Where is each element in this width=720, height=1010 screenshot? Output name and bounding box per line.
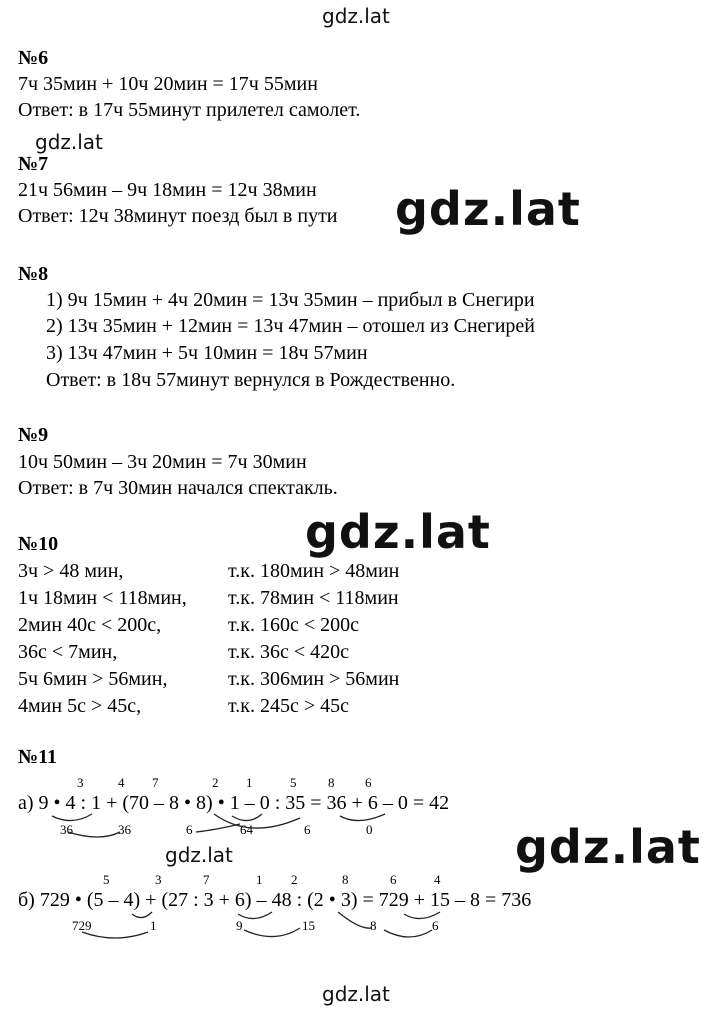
order-number: 8 [342, 872, 349, 887]
task9-answer: Ответ: в 7ч 30мин начался спектакль. [18, 477, 338, 499]
task11-number: №11 [18, 746, 57, 768]
order-number: 1 [246, 775, 253, 790]
intermediate-result: 0 [366, 822, 373, 837]
arc [340, 814, 385, 821]
intermediate-result: 6 [304, 822, 311, 837]
order-number: 4 [118, 775, 125, 790]
order-number: 8 [328, 775, 335, 790]
task6-equation: 7ч 35мин + 10ч 20мин = 17ч 55мин [18, 73, 318, 95]
task6-number: №6 [18, 47, 49, 69]
arc [214, 814, 300, 828]
task11-part-a-expression: а) 9 • 4 : 1 + (70 – 8 • 8) • 1 – 0 : 35 = 36 + 6 – 0 = 42 [18, 792, 450, 814]
watermark-small: gdz.lat [165, 843, 233, 867]
arc [244, 928, 300, 937]
watermark-large: gdz.lat [515, 820, 701, 874]
reason: т.к. 180мин > 48мин [228, 560, 400, 582]
watermark-large: gdz.lat [395, 182, 581, 236]
order-number: 1 [256, 872, 263, 887]
intermediate-result: 6 [432, 918, 439, 933]
watermark-small: gdz.lat [35, 130, 103, 154]
intermediate-result: 9 [236, 918, 243, 933]
comparison: 5ч 6мин > 56мин, [18, 668, 168, 690]
arc [82, 932, 148, 938]
task10-number: №10 [18, 533, 59, 555]
order-number: 4 [434, 872, 441, 887]
order-number: 6 [365, 775, 372, 790]
comparison: 3ч > 48 мин, [18, 560, 124, 582]
order-number: 3 [155, 872, 162, 887]
task8-step2: 2) 13ч 35мин + 12мин = 13ч 47мин – отошел из Снегирей [46, 315, 536, 337]
intermediate-result: 15 [302, 918, 315, 933]
watermark-top: gdz.lat [322, 4, 390, 28]
task6-answer: Ответ: в 17ч 55минут прилетел самолет. [18, 99, 361, 121]
order-number: 7 [203, 872, 210, 887]
order-number: 6 [390, 872, 397, 887]
arc [384, 930, 432, 937]
intermediate-result: 36 [60, 822, 73, 837]
arc [68, 832, 120, 837]
reason: т.к. 78мин < 118мин [228, 587, 399, 609]
task9-equation: 10ч 50мин – 3ч 20мин = 7ч 30мин [18, 451, 307, 473]
task8-answer: Ответ: в 18ч 57минут вернулся в Рождественно. [46, 369, 456, 391]
order-number: 5 [103, 872, 110, 887]
comparison: 36с < 7мин, [18, 641, 118, 663]
watermark-large: gdz.lat [305, 505, 491, 559]
intermediate-result: 36 [118, 822, 131, 837]
arc [232, 814, 262, 821]
task9-number: №9 [18, 424, 49, 446]
comparison: 2мин 40с < 200с, [18, 614, 162, 636]
task7-answer: Ответ: 12ч 38минут поезд был в пути [18, 205, 338, 227]
watermark-bottom: gdz.lat [322, 982, 390, 1006]
task7-equation: 21ч 56мин – 9ч 18мин = 12ч 38мин [18, 179, 317, 201]
reason: т.к. 160с < 200с [228, 614, 359, 636]
order-number: 3 [77, 775, 84, 790]
task8-step1: 1) 9ч 15мин + 4ч 20мин = 13ч 35мин – прибыл в Снегири [46, 289, 535, 311]
reason: т.к. 306мин > 56мин [228, 668, 400, 690]
reason: т.к. 36с < 420с [228, 641, 349, 663]
task8-step3: 3) 13ч 47мин + 5ч 10мин = 18ч 57мин [46, 342, 368, 364]
intermediate-result: 64 [240, 822, 253, 837]
task8-number: №8 [18, 263, 49, 285]
order-number: 5 [290, 775, 297, 790]
comparison: 4мин 5с > 45с, [18, 695, 142, 717]
reason: т.к. 245с > 45с [228, 695, 349, 717]
arc [404, 912, 440, 919]
comparison: 1ч 18мин < 118мин, [18, 587, 187, 609]
order-number: 2 [212, 775, 219, 790]
arc [132, 912, 152, 918]
order-number: 7 [152, 775, 159, 790]
order-number: 2 [291, 872, 298, 887]
arc [196, 824, 240, 832]
task11-part-b-expression: б) 729 • (5 – 4) + (27 : 3 + 6) – 48 : (2 • 3) = 729 + 15 – 8 = 736 [18, 889, 532, 911]
intermediate-result: 1 [150, 918, 157, 933]
task7-number: №7 [18, 153, 49, 175]
intermediate-result: 8 [370, 918, 377, 933]
intermediate-result: 6 [186, 822, 193, 837]
arc [238, 912, 272, 919]
arc [52, 814, 92, 821]
intermediate-result: 729 [72, 918, 92, 933]
arc [338, 912, 372, 928]
